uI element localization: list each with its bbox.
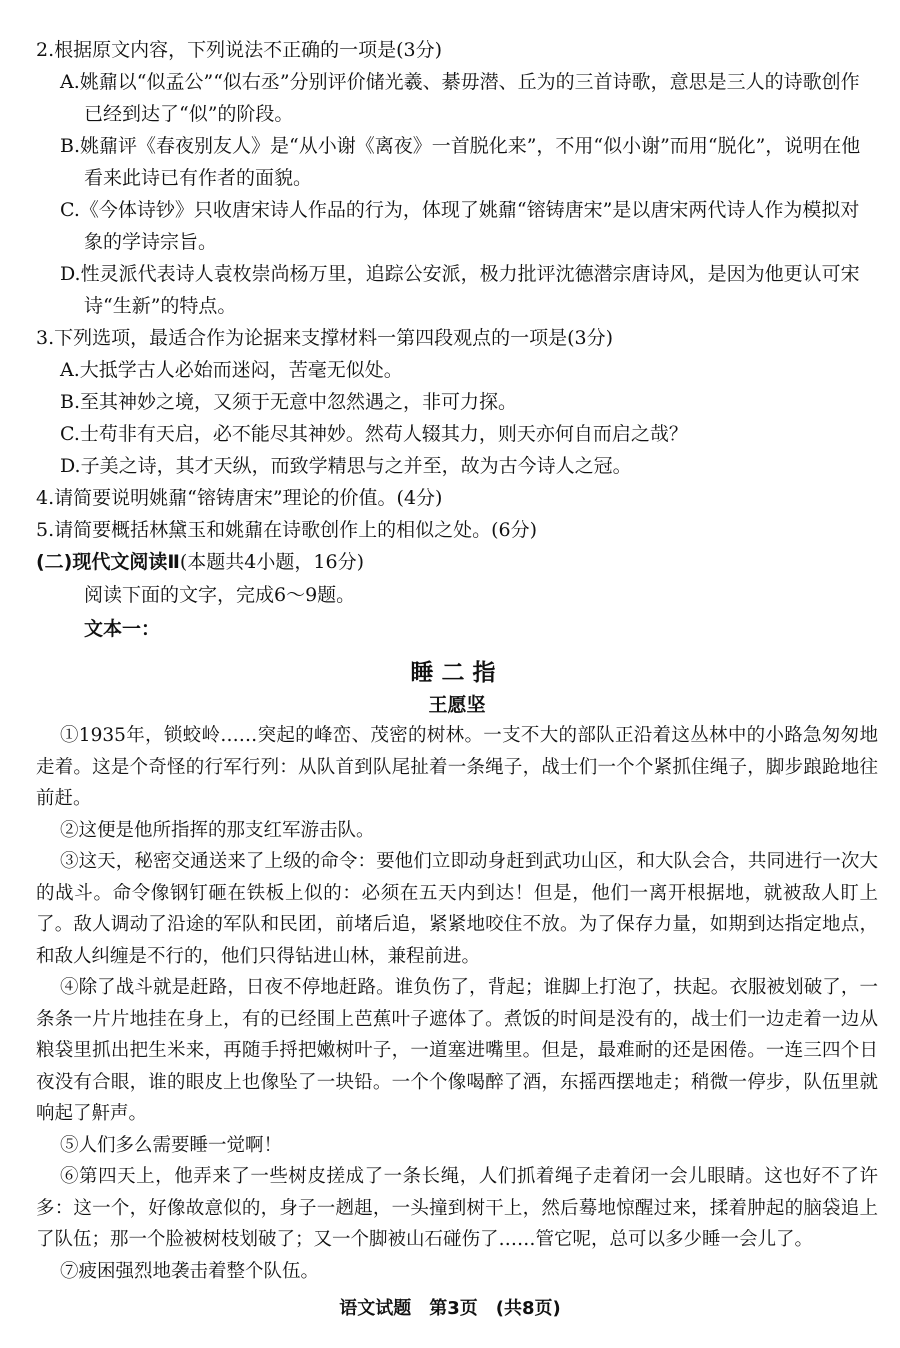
question-3 [36,322,878,482]
question-2-option-b: B.姚鼐评《春夜别友人》是“从小谢《离夜》一首脱化来”，不用“似小谢”而用“脱化”，说明在他看来此诗已有作者的面貌。 [60,135,861,189]
question-2 [36,34,878,322]
section-note: (本题共4小题，16分) [179,551,364,573]
article-paragraph-4: ④除了战斗就是赶路，日夜不停地赶路。谁负伤了，背起；谁脚上打泡了，扶起。衣服被划破了，一条条一片片地挂在身上，有的已经围上芭蕉叶子遮体了。煮饭的时间是没有的，战士们一边走着一边从粮袋里抓出把生米来，再随手捋把嫩树叶子，一道塞进嘴里。但是，最难耐的还是困倦。一连三四个日夜没有合眼，谁的眼皮上也像坠了一块铅。一个个像喝醉了酒，东摇西摆地走；稍微一停步，队伍里就响起了鼾声。 [36,977,878,1124]
page-footer: 语文试题 第3页 (共8页) [339,1298,561,1319]
section-label: (二)现代文阅读Ⅱ [36,551,180,573]
article-title: 睡二指 [410,660,504,686]
section-heading [36,546,878,578]
article-paragraph-6: ⑥第四天上，他弄来了一些树皮搓成了一条长绳，人们抓着绳子走着闭一会儿眼睛。这也好不了许多：这一个，好像故意似的，身子一趔趄，一头撞到树干上，然后蓦地惊醒过来，揉着肿起的脑袋追上了队伍；那一个脸被树枝划破了；又一个脚被山石碰伤了……管它呢，总可以多少睡一会儿了。 [36,1166,878,1250]
article-body [36,720,878,1287]
reading-instruction: 阅读下面的文字，完成6～9题。 [84,584,356,606]
question-3-option-b: B.至其神妙之境，又须于无意中忽然遇之，非可力探。 [60,391,518,413]
text-one-label: 文本一： [84,618,161,640]
question-3-option-d: D.子美之诗，其才天纵，而致学精思与之并至，故为古今诗人之冠。 [60,455,632,477]
question-3-stem: 3.下列选项，最适合作为论据来支撑材料一第四段观点的一项是(3分) [36,327,614,349]
question-2-option-c: C.《今体诗钞》只收唐宋诗人作品的行为，体现了姚鼐“镕铸唐宋”是以唐宋两代诗人作为模拟对象的学诗宗旨。 [60,199,860,253]
article-paragraph-3: ③这天，秘密交通送来了上级的命令：要他们立即动身赶到武功山区，和大队会合，共同进行一次大的战斗。命令像钢钉砸在铁板上似的：必须在五天内到达！但是，他们一离开根据地，就被敌人盯上了。敌人调动了沿途的军队和民团，前堵后追，紧紧地咬住不放。为了保存力量，如期到达指定地点，和敌人纠缠是不行的，他们只得钻进山林，兼程前进。 [36,851,878,967]
question-4 [36,482,878,514]
question-2-option-d: D.性灵派代表诗人袁枚崇尚杨万里，追踪公安派，极力批评沈德潜宗唐诗风，是因为他更认可宋诗“生新”的特点。 [60,263,860,317]
question-5-stem: 5.请简要概括林黛玉和姚鼐在诗歌创作上的相似之处。(6分) [36,519,538,541]
article-paragraph-2: ②这便是他所指挥的那支红军游击队。 [60,819,375,841]
article-paragraph-1: ①1935年，锁蛟岭……突起的峰峦、茂密的树林。一支不大的部队正沿着这丛林中的小路急匆匆地走着。这是个奇怪的行军行列：从队首到队尾扯着一条绳子，战士们一个个紧抓住绳子，脚步踉跄地往前赶。 [36,725,878,809]
article-author: 王愿坚 [428,694,486,716]
article-paragraph-7: ⑦疲困强烈地袭击着整个队伍。 [60,1260,320,1282]
question-3-option-c: C.士苟非有天启，必不能尽其神妙。然苟人辍其力，则天亦何自而启之哉？ [60,423,688,445]
question-2-option-a: A.姚鼐以“似孟公”“似右丞”分别评价储光羲、綦毋潜、丘为的三首诗歌，意思是三人的诗歌创作已经到达了“似”的阶段。 [60,71,860,125]
question-3-option-a: A.大抵学古人必始而迷闷，苦毫无似处。 [60,359,403,381]
question-2-stem: 2.根据原文内容，下列说法不正确的一项是(3分) [36,39,443,61]
question-5 [36,514,878,546]
question-4-stem: 4.请简要说明姚鼐“镕铸唐宋”理论的价值。(4分) [36,487,443,509]
article-paragraph-5: ⑤人们多么需要睡一觉啊！ [60,1134,283,1156]
